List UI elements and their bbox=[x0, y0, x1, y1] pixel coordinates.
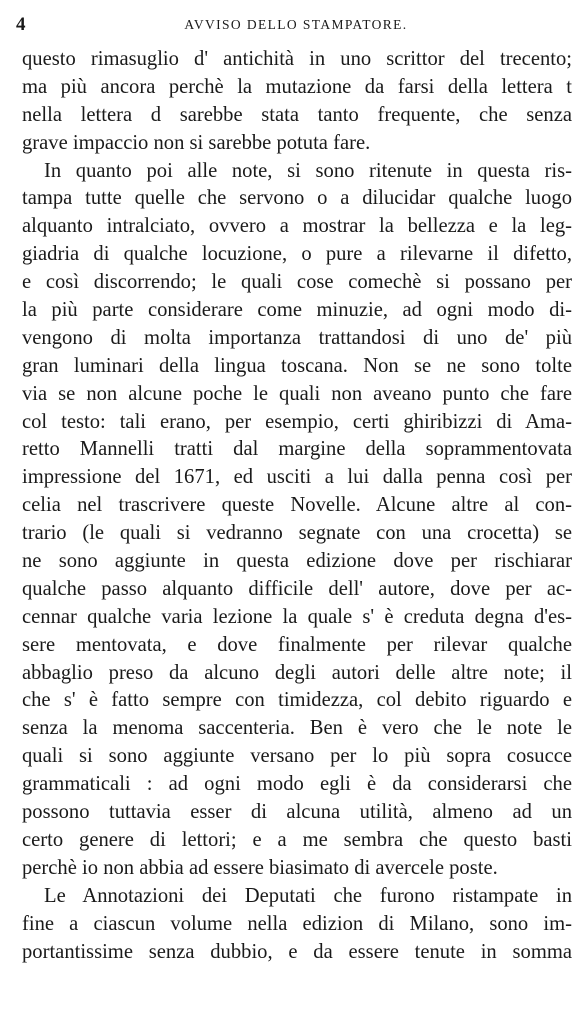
text-line: qualche passo alquanto difficile dell' autore, dove per ac- bbox=[22, 577, 572, 600]
text-line: In quanto poi alle note, si sono ritenute in questa ris- bbox=[44, 159, 572, 182]
text-line: trario (le quali si vedranno segnate con una crocetta) se bbox=[22, 522, 572, 545]
text-line: ma più ancora perchè la mutazione da farsi della lettera t bbox=[22, 75, 572, 98]
text-line: col testo: tali erano, per esempio, certi ghiribizzi di Ama- bbox=[22, 410, 572, 433]
running-title: AVVISO DELLO STAMPATORE. bbox=[184, 17, 408, 32]
body-text bbox=[22, 46, 572, 966]
text-line: abbaglio preso da alcuno degli autori delle altre note; il bbox=[22, 661, 572, 684]
text-line: grave impaccio non si sarebbe potuta fare. bbox=[22, 131, 371, 154]
text-line: quali si sono aggiunte versano per lo più sopra cosucce bbox=[22, 745, 572, 768]
text-line: certo genere di lettori; e a me sembra che questo basti bbox=[22, 828, 572, 851]
text-line: celia nel trascrivere queste Novelle. Alcune altre al con- bbox=[22, 494, 572, 517]
paragraph-2 bbox=[22, 158, 572, 883]
text-line: vengono di molta importanza trattandosi di uno de' più bbox=[22, 326, 572, 349]
text-line: la più parte considerare come minuzie, ad ogni modo di- bbox=[22, 299, 572, 322]
paragraph-1 bbox=[22, 46, 572, 158]
text-line: che s' è fatto sempre con timidezza, col debito riguardo e bbox=[22, 689, 572, 712]
paragraph-3 bbox=[22, 883, 572, 967]
text-line: ne sono aggiunte in questa edizione dove per rischiarar bbox=[22, 550, 572, 573]
text-line: sere mentovata, e dove finalmente per rilevar qualche bbox=[22, 633, 572, 656]
text-line: fine a ciascun volume nella edizion di Milano, sono im- bbox=[22, 912, 572, 935]
text-line: retto Mannelli tratti dal margine della soprammentovata bbox=[22, 438, 572, 461]
text-line: via se non alcune poche le quali non aveano punto che fare bbox=[22, 382, 572, 405]
text-line: perchè io non abbia ad essere biasimato di avercele poste. bbox=[22, 856, 498, 879]
text-line: possono tuttavia esser di alcuna utilità, almeno ad un bbox=[22, 801, 572, 824]
text-line: senza la menoma saccenteria. Ben è vero che le note le bbox=[22, 717, 572, 740]
text-line: questo rimasuglio d' antichità in uno scrittor del trecento; bbox=[22, 48, 572, 70]
text-line: e così discorrendo; le quali cose comechè si possano per bbox=[22, 271, 572, 294]
text-line: nella lettera d sarebbe stata tanto frequente, che senza bbox=[22, 103, 572, 126]
text-line: Le Annotazioni dei Deputati che furono ristampate in bbox=[44, 884, 572, 907]
text-line: impressione del 1671, ed usciti a lui dalla penna così per bbox=[22, 466, 572, 489]
text-line: gran luminari della lingua toscana. Non se ne sono tolte bbox=[22, 354, 572, 377]
page-number: 4 bbox=[16, 14, 26, 35]
page-header bbox=[16, 14, 576, 36]
text-line: portantissime senza dubbio, e da essere tenute in somma bbox=[22, 940, 572, 963]
text-line: cennar qualche varia lezione la quale s' è creduta degna d'es- bbox=[22, 605, 572, 628]
text-line: giadria di qualche locuzione, o pure a rilevarne il difetto, bbox=[22, 243, 572, 266]
text-line: grammaticali : ad ogni modo egli è da considerarsi che bbox=[22, 773, 572, 796]
text-line: alquanto intralciato, ovvero a mostrar la bellezza e la leg- bbox=[22, 215, 572, 238]
text-line: tampa tutte quelle che servono o a dilucidar qualche luogo bbox=[22, 187, 572, 210]
